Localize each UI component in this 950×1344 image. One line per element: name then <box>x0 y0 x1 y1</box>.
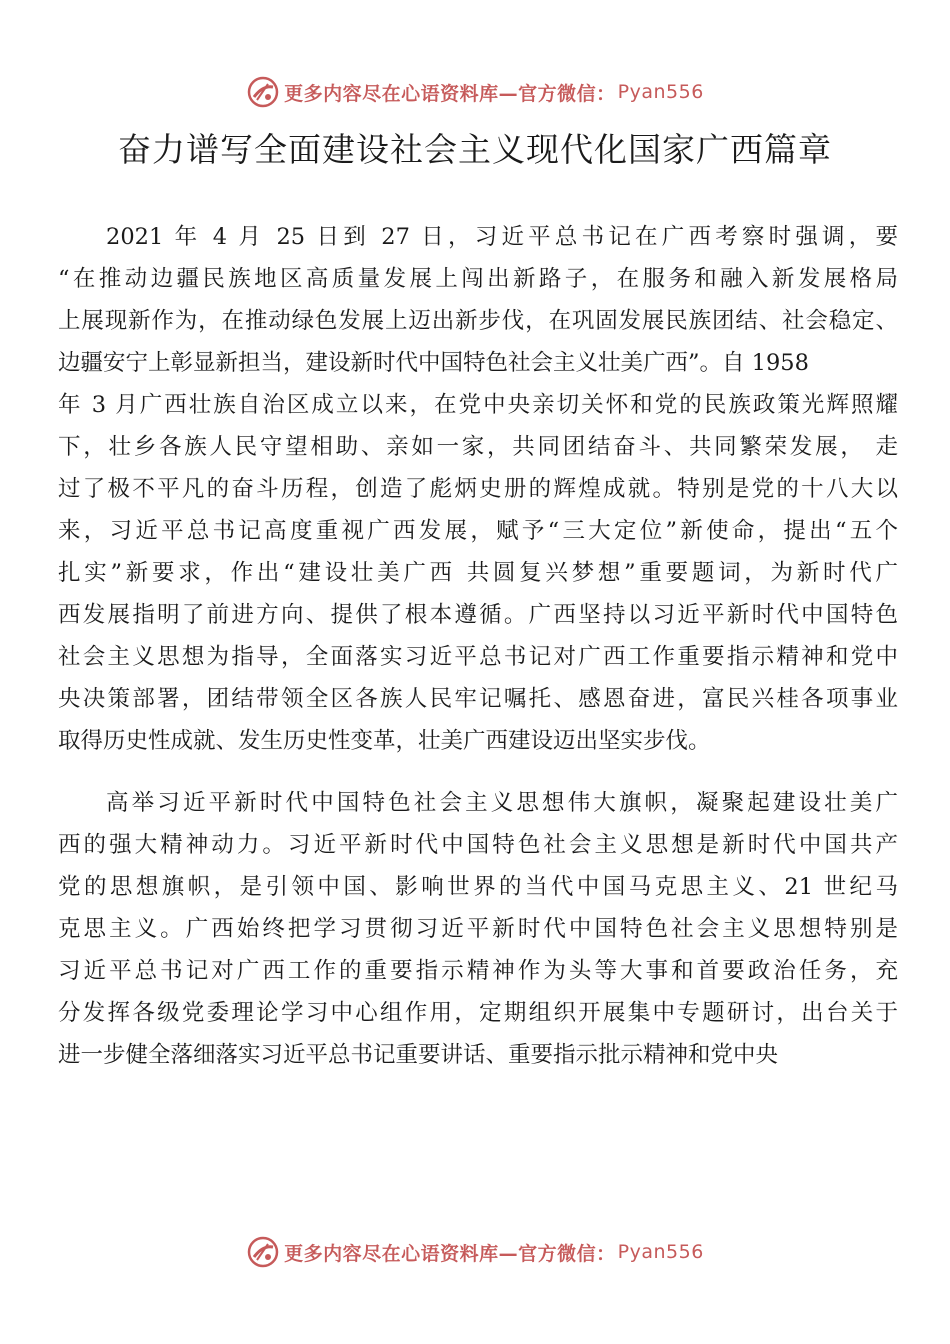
watermark-wechat-id: Pyan556 <box>617 1241 704 1263</box>
text-line: 克思主义。广西始终把学习贯彻习近平新时代中国特色社会主义思想特别是 <box>58 916 898 942</box>
text-line: 下，壮乡各族人民守望相助、亲如一家，共同团结奋斗、共同繁荣发展， 走 <box>58 434 898 460</box>
text-line: 取得历史性成就、发生历史性变革，壮美广西建设迈出坚实步伐。 <box>58 728 711 754</box>
text-line: 社会主义思想为指导，全面落实习近平总书记对广西工作重要指示精神和党中 <box>58 644 898 670</box>
watermark-wechat-id: Pyan556 <box>617 81 704 103</box>
text-line: 边疆安宁上彰显新担当，建设新时代中国特色社会主义壮美广西”。自 1958 <box>58 350 809 376</box>
text-line: 上展现新作为，在推动绿色发展上迈出新步伐，在巩固发展民族团结、社会稳定、 <box>58 308 898 334</box>
text-line: 分发挥各级党委理论学习中心组作用，定期组织开展集中专题研讨，出台关于 <box>58 1000 898 1026</box>
text-line: 央决策部署，团结带领全区各族人民牢记嘱托、感恩奋进，富民兴桂各项事业 <box>58 686 898 712</box>
watermark-footer <box>0 1232 950 1272</box>
text-line: 进一步健全落细落实习近平总书记重要讲话、重要指示批示精神和党中央 <box>58 1042 779 1068</box>
text-line: 西的强大精神动力。习近平新时代中国特色社会主义思想是新时代中国共产 <box>58 832 898 858</box>
page-title: 奋力谱写全面建设社会主义现代化国家广西篇章 <box>118 130 832 169</box>
text-line: 过了极不平凡的奋斗历程，创造了彪炳史册的辉煌成就。特别是党的十八大以 <box>58 476 898 502</box>
paragraph-2 <box>58 782 898 1076</box>
text-line: 扎实”新要求，作出“建设壮美广西 共圆复兴梦想”重要题词，为新时代广 <box>58 560 898 586</box>
watermark-text: 更多内容尽在心语资料库—官方微信： <box>284 82 616 105</box>
book-logo-icon <box>246 1235 280 1269</box>
paragraph-gap <box>58 762 898 782</box>
watermark-text: 更多内容尽在心语资料库—官方微信： <box>284 1242 616 1265</box>
text-line: 西发展指明了前进方向、提供了根本遵循。广西坚持以习近平新时代中国特色 <box>58 602 898 628</box>
text-line: 党的思想旗帜，是引领中国、影响世界的当代中国马克思主义、21 世纪马 <box>58 874 898 900</box>
text-line: “在推动边疆民族地区高质量发展上闯出新路子，在服务和融入新发展格局 <box>58 266 898 292</box>
book-logo-icon <box>246 75 280 109</box>
watermark-header <box>0 72 950 112</box>
text-line: 高举习近平新时代中国特色社会主义思想伟大旗帜，凝聚起建设壮美广 <box>106 790 898 816</box>
text-line: 习近平总书记对广西工作的重要指示精神作为头等大事和首要政治任务，充 <box>58 958 898 984</box>
paragraph-1 <box>58 216 898 762</box>
text-line: 来，习近平总书记高度重视广西发展，赋予“三大定位”新使命，提出“五个 <box>58 518 898 544</box>
text-line: 2021 年 4 月 25 日到 27 日，习近平总书记在广西考察时强调，要 <box>106 224 898 250</box>
text-line: 年 3 月广西壮族自治区成立以来，在党中央亲切关怀和党的民族政策光辉照耀 <box>58 392 898 418</box>
article-body <box>58 216 898 1076</box>
